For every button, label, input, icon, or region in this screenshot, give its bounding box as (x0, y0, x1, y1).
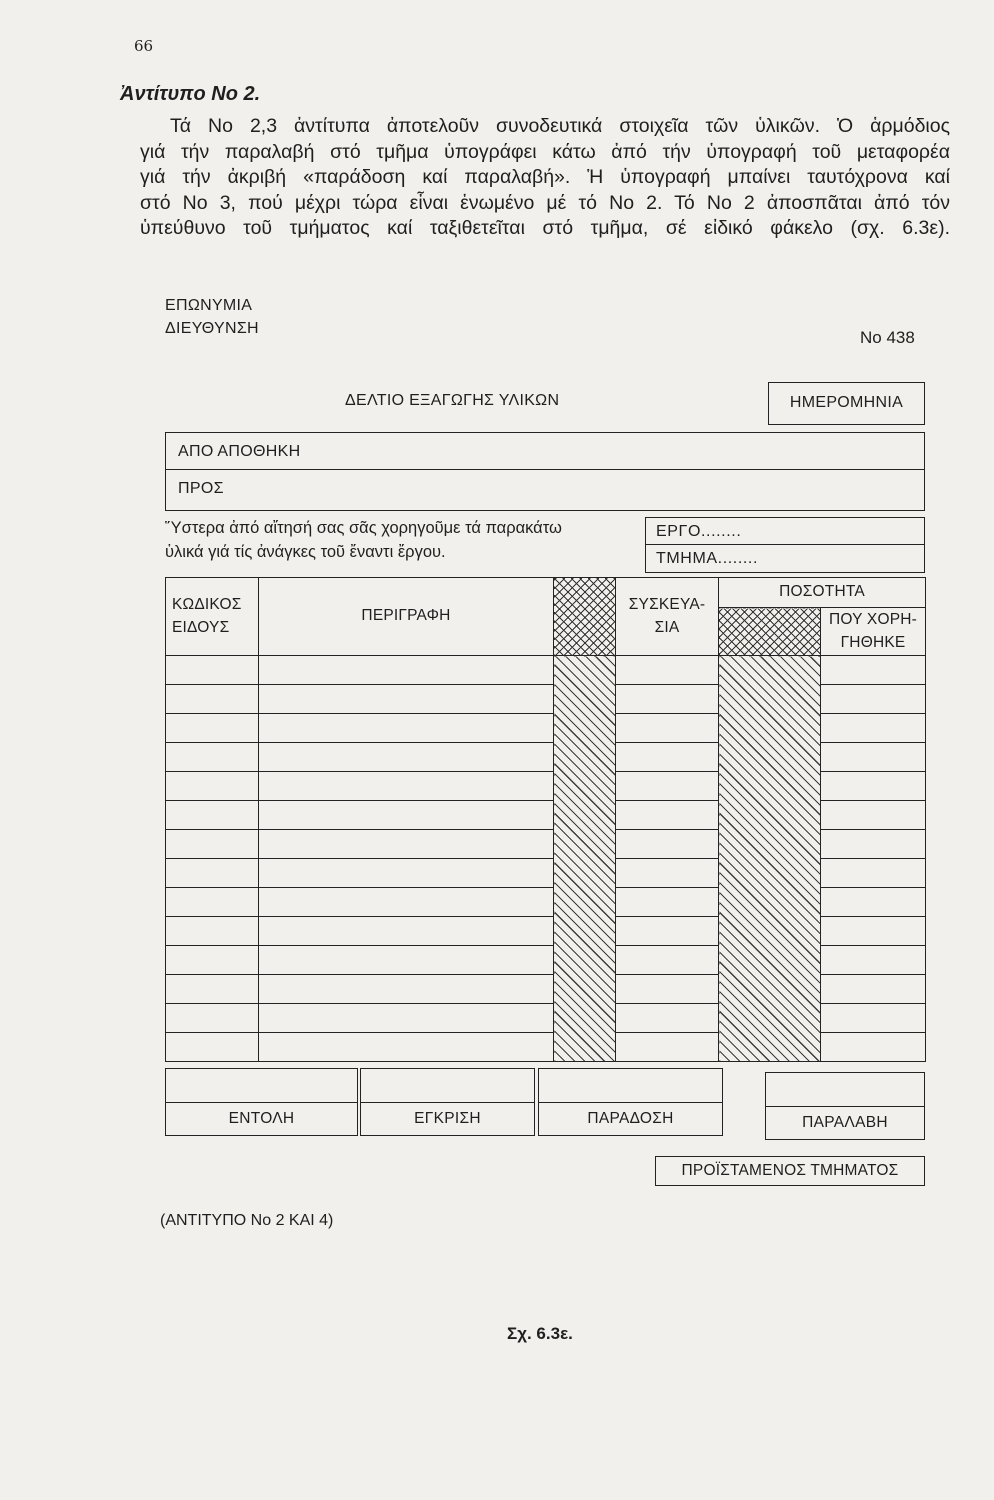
table-cell (821, 888, 926, 917)
table-cell (259, 772, 554, 801)
table-cell (166, 859, 259, 888)
table-row (166, 656, 926, 685)
table-cell (259, 830, 554, 859)
table-cell (821, 801, 926, 830)
table-cell (259, 743, 554, 772)
table-cell (166, 975, 259, 1004)
hatched-header-cell (554, 578, 616, 656)
signature-space (361, 1069, 534, 1103)
date-box: ΗΜΕΡΟΜΗΝΙΑ (768, 382, 925, 425)
table-cell (616, 801, 719, 830)
table-cell (616, 743, 719, 772)
table-cell (821, 830, 926, 859)
company-name-label: ΕΠΩΝΥΜΙΑ (165, 297, 253, 314)
table-cell (616, 917, 719, 946)
table-cell (616, 888, 719, 917)
materials-table (165, 577, 926, 1062)
table-cell (616, 656, 719, 685)
supplied-header-line: ΠΟΥ ΧΟΡΗ- (828, 611, 917, 629)
table-cell (259, 946, 554, 975)
table-cell (166, 946, 259, 975)
packaging-header-line: ΣΥΣΚΕΥΑ- (628, 596, 706, 614)
table-cell (616, 685, 719, 714)
description-header: ΠΕΡΙΓΡΑΦΗ (361, 607, 451, 625)
hatched-quantity-header-cell (719, 608, 821, 656)
approval-signature-box (360, 1068, 535, 1136)
table-cell (616, 714, 719, 743)
packaging-header-cell (616, 578, 719, 656)
quantity-header: ΠΟΣΟΤΗΤΑ (779, 583, 865, 601)
paragraph-line: ὑπεύθυνο τοῦ τμήματος καί ταξιθετεῖται στό τμῆμα, σέ εἰδικό φάκελο (σχ. 6.3ε). (140, 217, 950, 239)
supplied-header-cell (821, 608, 926, 656)
table-cell (166, 801, 259, 830)
paragraph-line: στό Νο 3, πού μέχρι τώρα εἶναι ἑνωμένο μέ τό Νο 2. Τό Νο 2 ἀποσπᾶται ἀπό τόν (140, 192, 950, 214)
receipt-label: ΠΑΡΑΛΑΒΗ (802, 1114, 888, 1131)
table-cell (166, 772, 259, 801)
route-box (165, 432, 925, 511)
code-header-cell (166, 578, 259, 656)
order-label: ΕΝΤΟΛΗ (228, 1110, 295, 1127)
intro-line: ὑλικά γιά τίς ἀνάγκες τοῦ ἔναντι ἔργου. (165, 543, 446, 561)
signature-space (539, 1069, 722, 1103)
from-warehouse-row: ΑΠΟ ΑΠΟΘΗΚΗ (166, 433, 924, 470)
order-signature-box (165, 1068, 358, 1136)
paragraph-line: Τά Νο 2,3 ἀντίτυπα ἀποτελοῦν συνοδευτικά στοιχεῖα τῶν ὑλικῶν. Ὁ ἁρμόδιος (170, 115, 950, 137)
table-cell (259, 888, 554, 917)
approval-label: ΕΓΚΡΙΣΗ (414, 1110, 481, 1127)
page-number: 66 (134, 37, 154, 55)
table-cell (821, 714, 926, 743)
table-cell (821, 1004, 926, 1033)
table-cell (821, 685, 926, 714)
code-header-line: ΚΩΔΙΚΟΣ (172, 596, 242, 614)
table-cell (616, 975, 719, 1004)
code-header-line: ΕΙΔΟΥΣ (172, 618, 230, 636)
hatched-column (719, 656, 821, 1062)
table-cell (166, 917, 259, 946)
table-cell (821, 743, 926, 772)
head-of-department-box: ΠΡΟΪΣΤΑΜΕΝΟΣ ΤΜΗΜΑΤΟΣ (655, 1156, 925, 1186)
packaging-header-line: ΣΙΑ (654, 618, 680, 636)
table-cell (259, 975, 554, 1004)
figure-caption: Σχ. 6.3ε. (507, 1324, 573, 1343)
form-serial-number: Νο 438 (860, 328, 915, 347)
paragraph-line: γιά τήν παραλαβή στό τμῆμα ὑπογράφει κάτω ἀπό τήν ὑπογραφή τοῦ μεταφορέα (140, 141, 950, 163)
table-cell (166, 1033, 259, 1062)
hatched-column (554, 656, 616, 1062)
copy-note: (ΑΝΤΙΤΥΠΟ Νο 2 ΚΑΙ 4) (160, 1212, 334, 1229)
table-cell (259, 714, 554, 743)
table-cell (821, 975, 926, 1004)
table-cell (259, 1033, 554, 1062)
department-row: ΤΜΗΜΑ........ (656, 550, 759, 567)
table-header-row (166, 578, 926, 608)
table-cell (616, 830, 719, 859)
delivery-signature-box (538, 1068, 723, 1136)
table-cell (166, 714, 259, 743)
table-cell (166, 888, 259, 917)
table-cell (259, 656, 554, 685)
table-cell (821, 656, 926, 685)
table-cell (166, 830, 259, 859)
description-header-cell (259, 578, 554, 656)
table-cell (166, 656, 259, 685)
table-cell (821, 772, 926, 801)
table-cell (166, 743, 259, 772)
table-cell (259, 685, 554, 714)
quantity-header-cell (719, 578, 926, 608)
table-cell (259, 801, 554, 830)
project-row: ΕΡΓΟ........ (646, 518, 924, 545)
address-label: ΔΙΕΥΘΥΝΣΗ (165, 320, 259, 337)
table-cell (166, 1004, 259, 1033)
table-cell (259, 1004, 554, 1033)
paragraph-line: γιά τήν ἀκριβή «παράδοση καί παραλαβή». Ἡ ὑπογραφή μπαίνει ταυτόχρονα καί (140, 166, 950, 188)
signature-space (166, 1069, 357, 1103)
project-department-box (645, 517, 925, 573)
table-cell (821, 917, 926, 946)
table-cell (616, 1004, 719, 1033)
table-cell (821, 859, 926, 888)
intro-line: Ὕστερα ἀπό αἴτησή σας σᾶς χορηγοῦμε τά παρακάτω (165, 519, 562, 537)
form-title: ΔΕΛΤΙΟ ΕΞΑΓΩΓΗΣ ΥΛΙΚΩΝ (345, 392, 560, 409)
table-cell (616, 1033, 719, 1062)
to-row: ΠΡΟΣ (178, 480, 224, 497)
table-cell (616, 859, 719, 888)
section-heading: Ἀντίτυπο Νο 2. (120, 83, 261, 105)
table-cell (259, 859, 554, 888)
table-cell (616, 946, 719, 975)
table-cell (166, 685, 259, 714)
signature-space (766, 1073, 924, 1107)
table-cell (616, 772, 719, 801)
table-cell (821, 946, 926, 975)
receipt-signature-box (765, 1072, 925, 1140)
delivery-label: ΠΑΡΑΔΟΣΗ (587, 1110, 674, 1127)
table-cell (821, 1033, 926, 1062)
table-cell (259, 917, 554, 946)
supplied-header-line: ΓΗΘΗΚΕ (840, 633, 906, 651)
